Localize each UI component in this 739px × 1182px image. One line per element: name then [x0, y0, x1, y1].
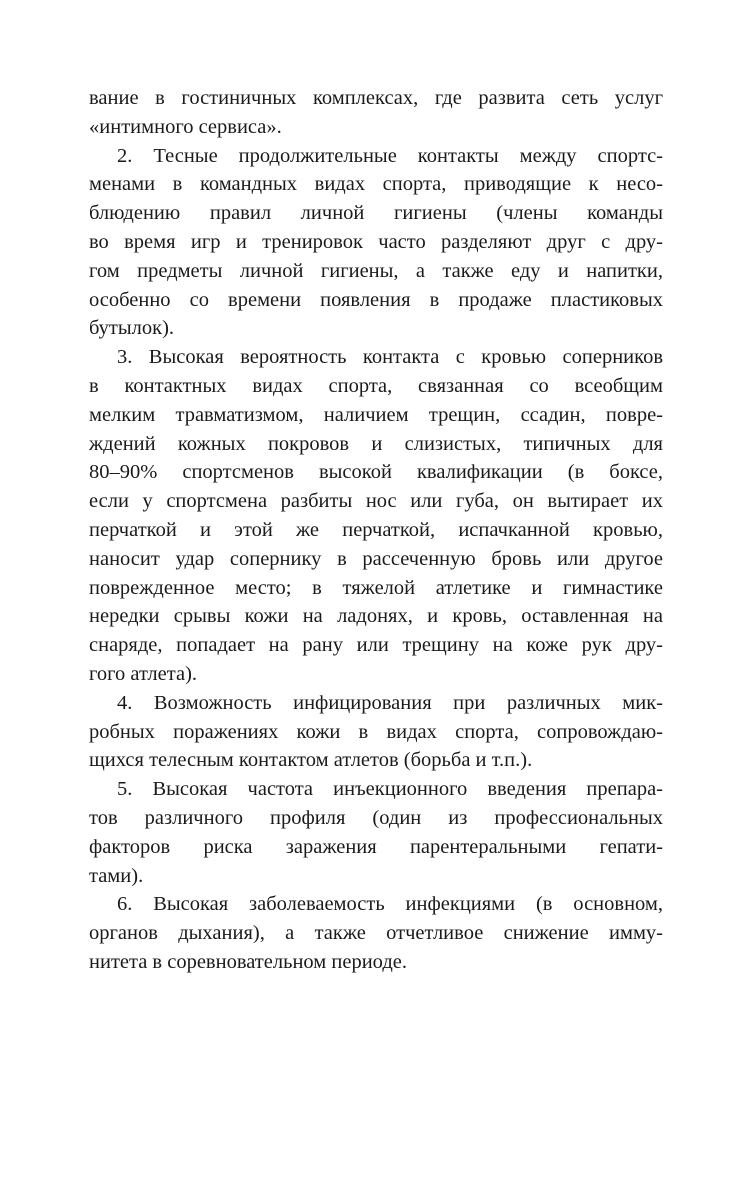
- text-line: особенно со времени появления в продаже пластиковых: [89, 288, 663, 311]
- text-line: наносит удар сопернику в рассеченную бровь или другое: [89, 547, 663, 570]
- text-line: гом предметы личной гигиены, а также еду и напитки,: [89, 259, 663, 282]
- text-line: 5. Высокая частота инъекционного введения препара-: [117, 778, 663, 801]
- text-line: 4. Возможность инфицирования при различных мик-: [117, 691, 663, 714]
- text-line: менами в командных видах спорта, приводящие к несо-: [89, 173, 663, 196]
- text-line: снаряде, попадает на рану или трещину на коже рук дру-: [89, 634, 663, 657]
- paragraph-item-3: [89, 343, 663, 689]
- text-line: гого атлета).: [89, 662, 198, 685]
- text-line: бутылок).: [89, 317, 175, 340]
- text-line: 6. Высокая заболеваемость инфекциями (в основном,: [117, 893, 663, 916]
- paragraph-item-2: [89, 142, 663, 344]
- text-line: «интимного сервиса».: [89, 115, 282, 138]
- text-line: тами).: [89, 864, 144, 887]
- text-line: нитета в соревновательном периоде.: [89, 950, 407, 973]
- text-line: в контактных видах спорта, связанная со всеобщим: [89, 374, 663, 397]
- text-line: нередки срывы кожи на ладонях, и кровь, оставленная на: [89, 605, 663, 628]
- text-line: если у спортсмена разбиты нос или губа, он вытирает их: [89, 490, 663, 513]
- text-line: во время игр и тренировок часто разделяют друг с дру-: [89, 230, 663, 253]
- text-line: тов различного профиля (один из профессиональных: [89, 806, 663, 829]
- text-line: мелким травматизмом, наличием трещин, ссадин, повре-: [89, 403, 663, 426]
- text-line: блюдению правил личной гигиены (члены команды: [89, 202, 663, 225]
- page-body: [89, 84, 663, 977]
- paragraph-continuation: [89, 84, 663, 142]
- text-line: факторов риска заражения парентеральными гепати-: [89, 835, 663, 858]
- text-line: поврежденное место; в тяжелой атлетике и гимнастике: [89, 576, 663, 599]
- text-line: ждений кожных покровов и слизистых, типичных для: [89, 432, 663, 455]
- text-line: вание в гостиничных комплексах, где развита сеть услуг: [89, 87, 663, 109]
- text-line: 80–90% спортсменов высокой квалификации (в боксе,: [89, 461, 663, 484]
- text-line: органов дыхания), а также отчетливое снижение имму-: [89, 922, 663, 945]
- text-line: робных поражениях кожи в видах спорта, сопровождаю-: [89, 720, 663, 743]
- text-line: 3. Высокая вероятность контакта с кровью соперников: [117, 346, 663, 369]
- text-line: щихся телесным контактом атлетов (борьба и т.п.).: [89, 749, 533, 772]
- text-line: 2. Тесные продолжительные контакты между спортс-: [117, 144, 663, 167]
- paragraph-item-4: [89, 689, 663, 775]
- text-line: перчаткой и этой же перчаткой, испачканной кровью,: [89, 518, 663, 541]
- paragraph-item-6: [89, 890, 663, 976]
- paragraph-item-5: [89, 775, 663, 890]
